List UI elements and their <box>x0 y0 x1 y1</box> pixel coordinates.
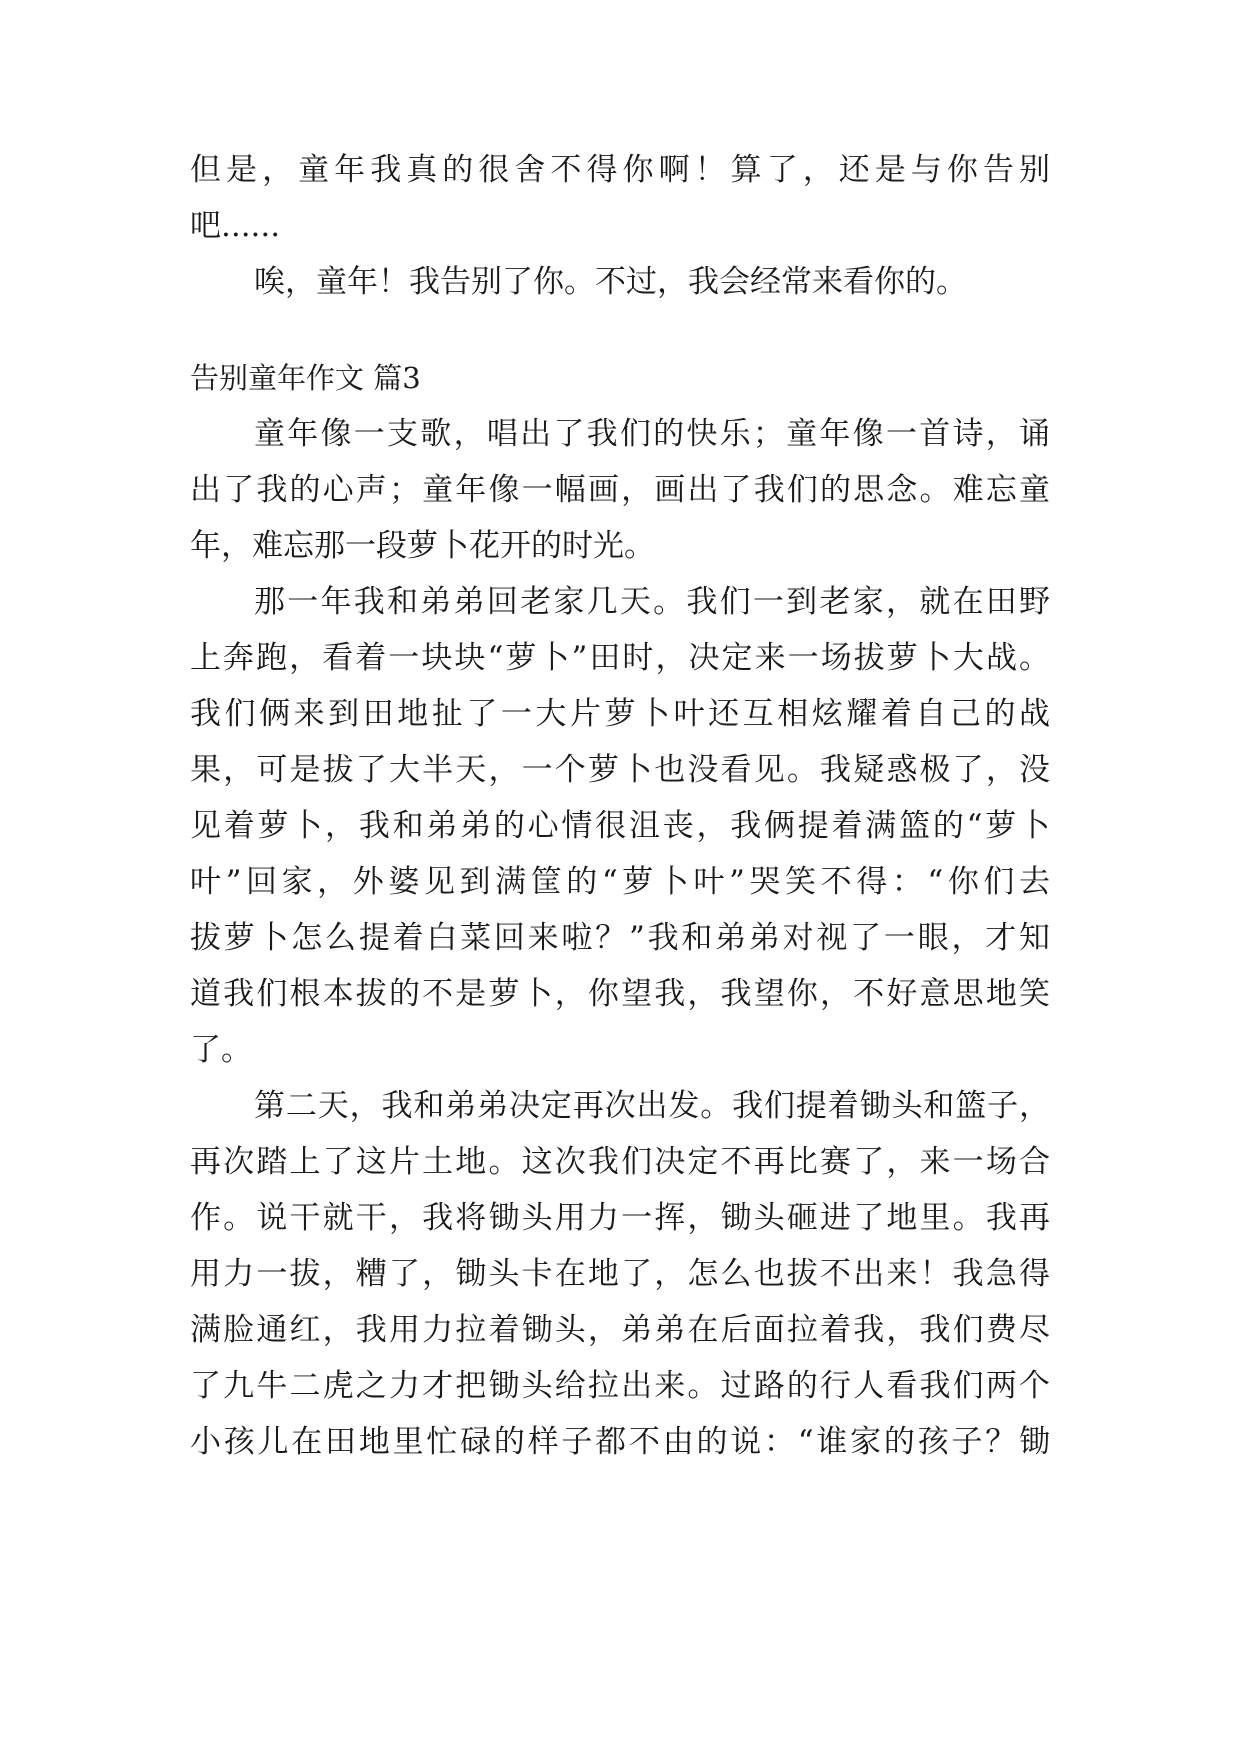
text-line: 用力一拔，糟了，锄头卡在地了，怎么也拔不出来！我急得 <box>190 1256 1050 1292</box>
text-line: 小孩儿在田地里忙碌的样子都不由的说：“谁家的孩子？锄 <box>190 1424 1050 1460</box>
text-line: 作。说干就干，我将锄头用力一挥，锄头砸进了地里。我再 <box>190 1200 1050 1236</box>
text-line: 我们俩来到田地扯了一大片萝卜叶还互相炫耀着自己的战 <box>190 696 1050 732</box>
text-line: 道我们根本拔的不是萝卜，你望我，我望你，不好意思地笑 <box>190 976 1050 1012</box>
text-line: 叶”回家，外婆见到满筐的“萝卜叶”哭笑不得：“你们去 <box>190 864 1050 900</box>
text-line: 上奔跑，看着一块块“萝卜”田时，决定来一场拔萝卜大战。 <box>190 640 1050 676</box>
text-line: 了九牛二虎之力才把锄头给拉出来。过路的行人看我们两个 <box>190 1368 1050 1404</box>
text-line: 但是，童年我真的很舍不得你啊！算了，还是与你告别 <box>190 152 1050 188</box>
text-line: 年，难忘那一段萝卜花开的时光。 <box>190 528 655 564</box>
text-line: 了。 <box>190 1032 252 1068</box>
text-line: 出了我的心声；童年像一幅画，画出了我们的思念。难忘童 <box>190 472 1050 508</box>
text-line: 果，可是拔了大半天，一个萝卜也没看见。我疑惑极了，没 <box>190 752 1050 788</box>
text-line: 童年像一支歌，唱出了我们的快乐；童年像一首诗，诵 <box>254 416 1050 452</box>
text-line: 吧...... <box>190 208 281 244</box>
text-line: 见着萝卜，我和弟弟的心情很沮丧，我俩提着满篮的“萝卜 <box>190 808 1050 844</box>
section-heading: 告别童年作文 篇3 <box>190 361 421 395</box>
text-line: 那一年我和弟弟回老家几天。我们一到老家，就在田野 <box>254 584 1050 620</box>
text-line: 拔萝卜怎么提着白菜回来啦？”我和弟弟对视了一眼，才知 <box>190 920 1050 956</box>
text-line: 再次踏上了这片土地。这次我们决定不再比赛了，来一场合 <box>190 1144 1050 1180</box>
text-line: 满脸通红，我用力拉着锄头，弟弟在后面拉着我，我们费尽 <box>190 1312 1050 1348</box>
text-line: 唉，童年！我告别了你。不过，我会经常来看你的。 <box>254 264 967 300</box>
text-line: 第二天，我和弟弟决定再次出发。我们提着锄头和篮子， <box>254 1088 1050 1124</box>
